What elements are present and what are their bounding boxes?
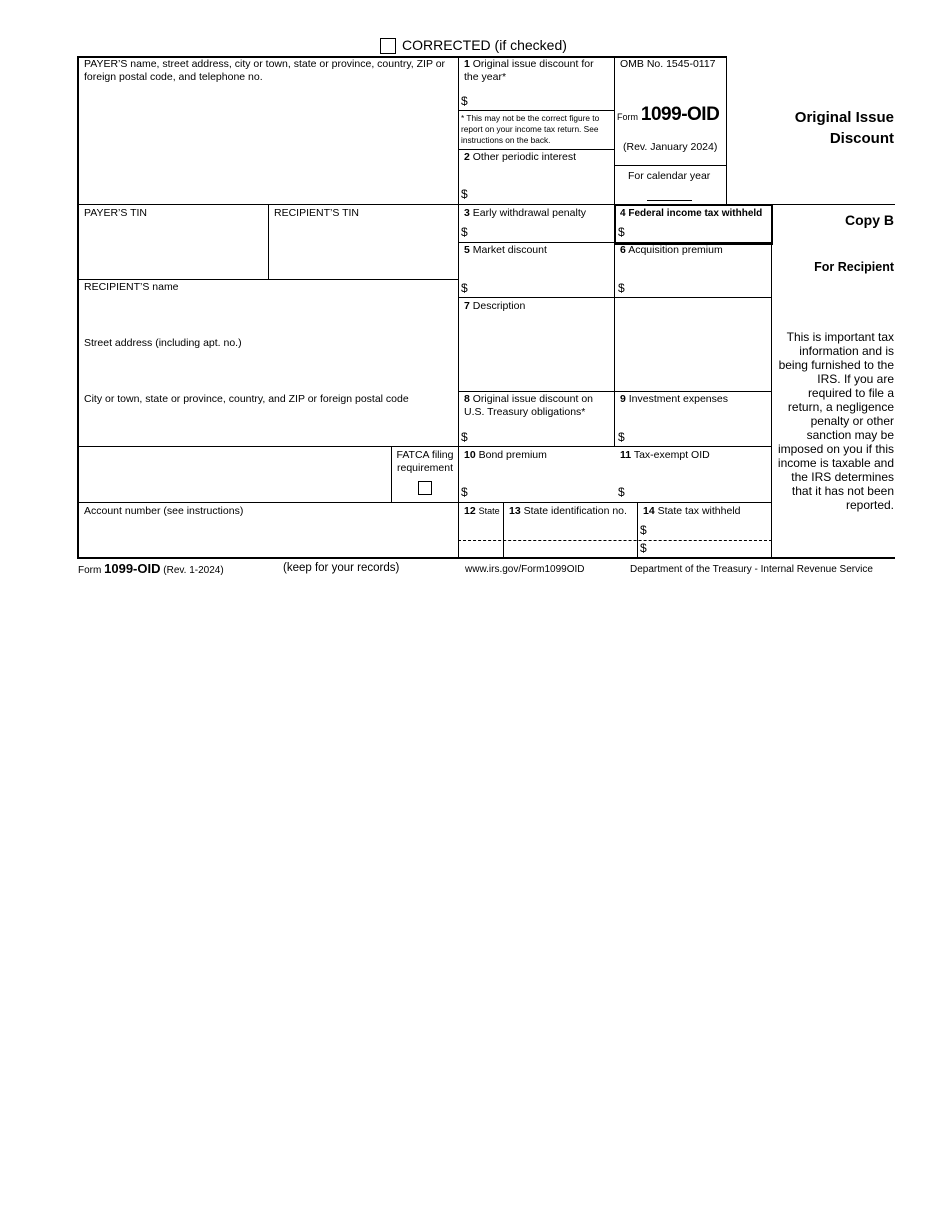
box12-text: State	[478, 506, 500, 516]
box2-label	[464, 151, 609, 164]
omb-number: OMB No. 1545-0117	[620, 58, 716, 70]
box12-label	[464, 505, 500, 518]
form-prefix: Form	[617, 112, 638, 122]
box5-text: Market discount	[472, 244, 547, 256]
fatca-label: FATCA filing requirement	[396, 449, 454, 474]
box10-dollar: $	[461, 485, 468, 499]
form-rev: (Rev. January 2024)	[623, 141, 718, 153]
box10-num: 10	[464, 449, 476, 461]
fatca-checkbox[interactable]	[418, 481, 432, 495]
box2-num: 2	[464, 151, 470, 163]
footer-form-name: 1099-OID	[104, 561, 161, 576]
payer-tin-label: PAYER’S TIN	[84, 207, 148, 219]
side-notice: This is important tax information and is being furnished to the IRS. If you are required to file a return, a negligence penalty or other sanction may be imposed on you if this income is taxable and the IRS determines that it has not been reported.	[777, 330, 894, 512]
box2-dollar: $	[461, 187, 468, 201]
box13-text: State identification no.	[523, 505, 627, 517]
payer-info-label: PAYER’S name, street address, city or town, state or province, country, ZIP or foreign postal code, and telephone no.	[84, 58, 446, 83]
recipient-name-label: RECIPIENT’S name	[84, 281, 179, 293]
form-title	[617, 104, 719, 126]
box14-label	[643, 505, 741, 518]
box6-dollar: $	[618, 281, 625, 295]
box14-dollar-1: $	[640, 523, 647, 537]
calendar-year-field[interactable]	[647, 200, 692, 201]
box9-dollar: $	[618, 430, 625, 444]
box1-dollar: $	[461, 94, 468, 108]
box1-label	[464, 58, 609, 84]
box4-label: 4 Federal income tax withheld	[620, 208, 763, 219]
footer-form-prefix: Form	[78, 565, 102, 576]
box5-num: 5	[464, 244, 470, 256]
box7-label	[464, 300, 525, 313]
box14-num: 14	[643, 505, 655, 517]
corrected-checkbox[interactable]	[380, 38, 396, 54]
box2-text: Other periodic interest	[472, 151, 577, 163]
box4-dollar: $	[618, 225, 625, 239]
box9-num: 9	[620, 393, 626, 405]
footer-dept: Department of the Treasury - Internal Revenue Service	[630, 564, 873, 575]
box9-text: Investment expenses	[628, 393, 728, 405]
box1-note: * This may not be the correct figure to report on your income tax return. See instructions on the back.	[461, 113, 600, 145]
box8-dollar: $	[461, 430, 468, 444]
box10-label	[464, 449, 612, 462]
box3-text: Early withdrawal penalty	[472, 207, 586, 219]
footer-rev: (Rev. 1-2024)	[163, 565, 224, 576]
street-address-label: Street address (including apt. no.)	[84, 337, 242, 349]
box7-text: Description	[472, 300, 526, 312]
box5-dollar: $	[461, 281, 468, 295]
box6-num: 6	[620, 244, 626, 256]
box11-dollar: $	[618, 485, 625, 499]
box6-label	[620, 244, 768, 257]
box11-label	[620, 449, 768, 462]
box8-label	[464, 393, 612, 419]
recipient-tin-label: RECIPIENT’S TIN	[274, 207, 359, 219]
form-name: 1099-OID	[640, 104, 720, 125]
box13-num: 13	[509, 505, 521, 517]
box9-label	[620, 393, 768, 406]
box7-num: 7	[464, 300, 470, 312]
box6-text: Acquisition premium	[628, 244, 723, 256]
calendar-year-label: For calendar year	[628, 170, 711, 182]
box10-text: Bond premium	[478, 449, 547, 461]
box1-num: 1	[464, 58, 470, 70]
box12-num: 12	[464, 505, 476, 517]
box3-dollar: $	[461, 225, 468, 239]
corrected-label: CORRECTED (if checked)	[402, 37, 567, 53]
copy-b: Copy B	[845, 212, 894, 228]
account-number-label: Account number (see instructions)	[84, 505, 244, 517]
box3-label	[464, 207, 612, 220]
footer-keep: (keep for your records)	[283, 562, 400, 574]
box1-text: Original issue discount for the year*	[464, 58, 594, 83]
form-side-title: Original Issue Discount	[794, 109, 894, 147]
city-label: City or town, state or province, country, and ZIP or foreign postal code	[84, 393, 409, 405]
box13-label	[509, 505, 627, 518]
box14-dollar-2: $	[640, 541, 647, 555]
footer-url[interactable]: www.irs.gov/Form1099OID	[465, 564, 585, 575]
box3-num: 3	[464, 207, 470, 219]
box11-text: Tax-exempt OID	[633, 449, 710, 461]
box8-num: 8	[464, 393, 470, 405]
box5-label	[464, 244, 612, 257]
for-recipient: For Recipient	[814, 260, 894, 274]
footer-form	[78, 561, 224, 576]
box14-text: State tax withheld	[657, 505, 741, 517]
box8-text: Original issue discount on U.S. Treasury obligations*	[464, 393, 593, 418]
box11-num: 11	[620, 449, 632, 461]
